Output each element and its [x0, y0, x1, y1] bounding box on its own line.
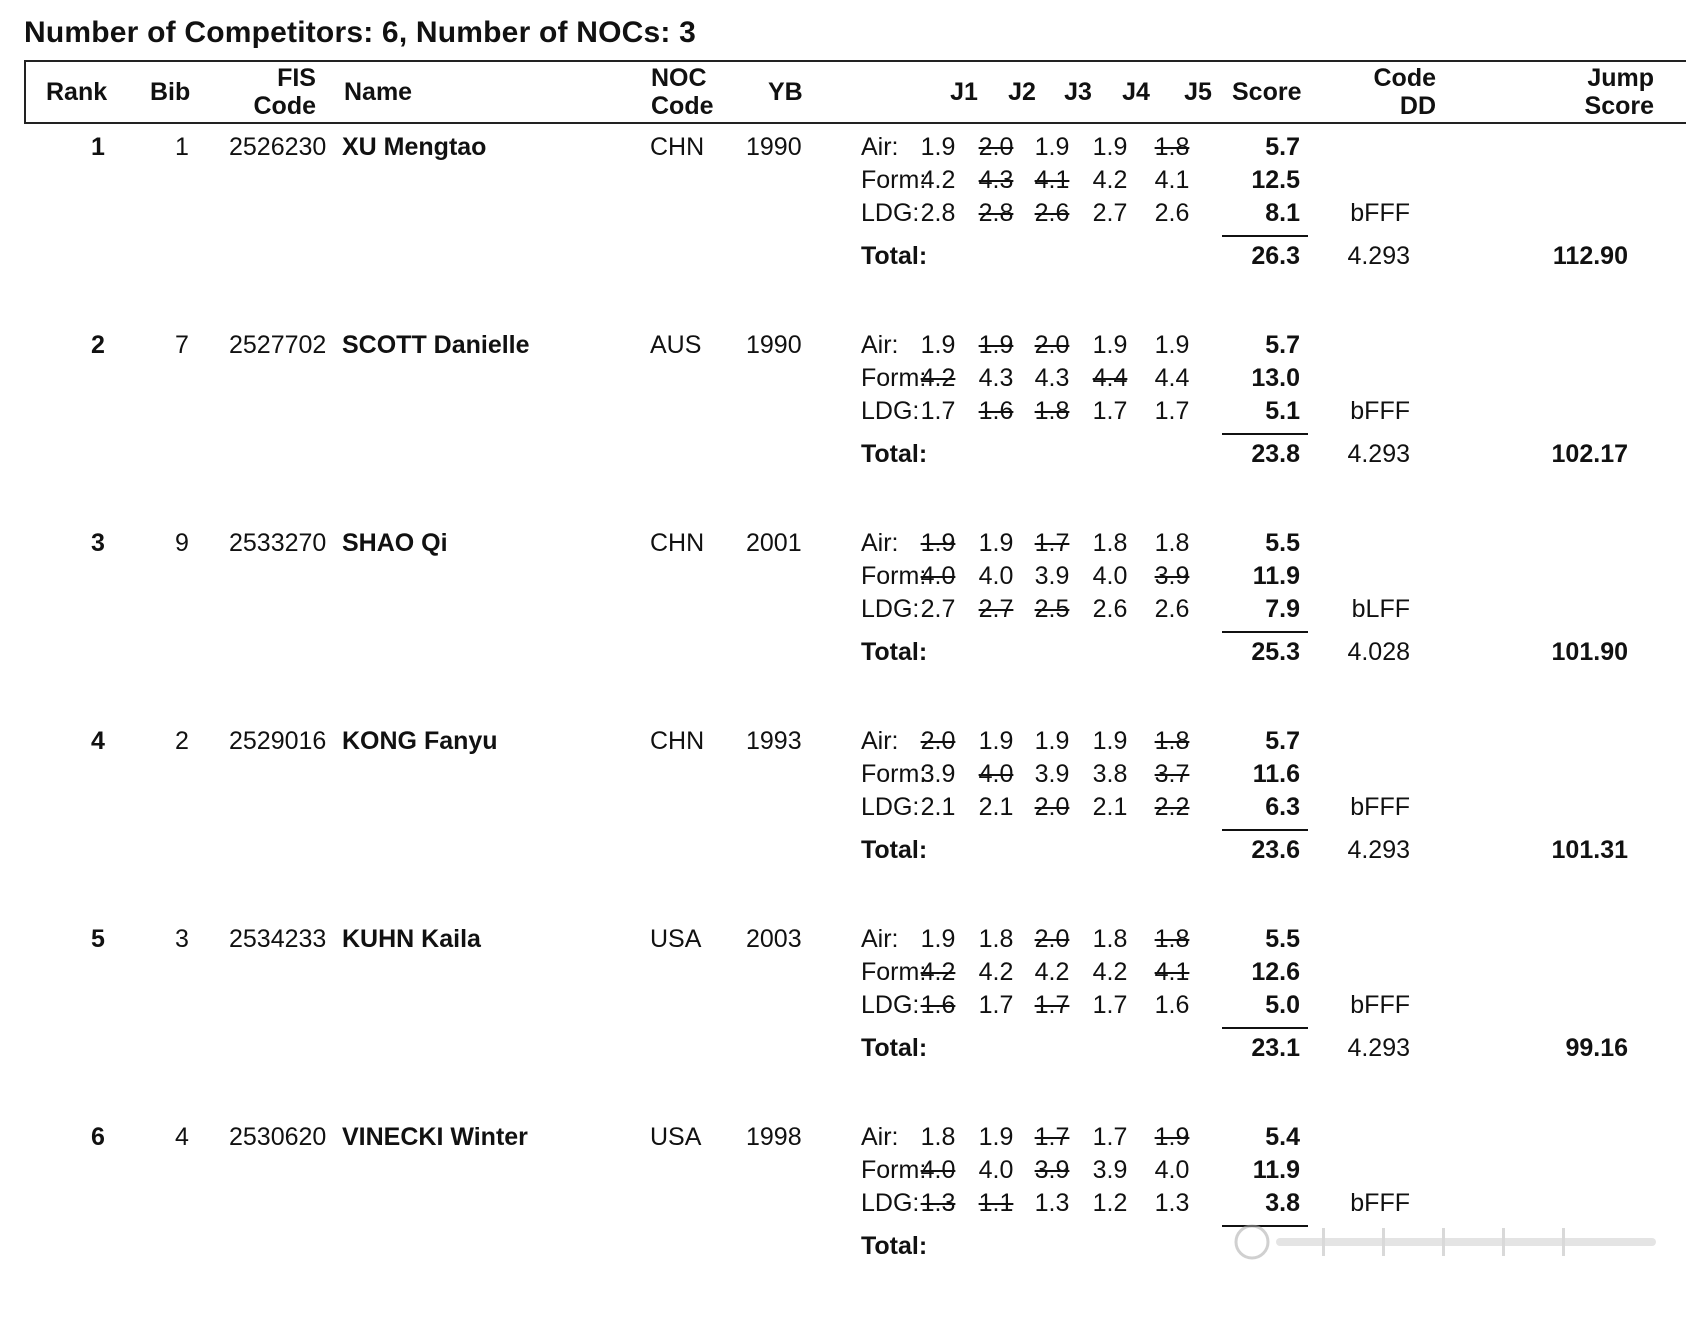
competitor-row	[0, 330, 1686, 528]
rank: 6	[91, 1123, 105, 1151]
header-name: Name	[344, 78, 413, 106]
total-label: Total:	[861, 242, 928, 270]
air-label: Air:	[861, 925, 899, 953]
header-bib: Bib	[150, 78, 191, 106]
judge-4-air-score: 1.8	[1092, 925, 1128, 953]
judge-2-air-score: 1.9	[978, 529, 1014, 557]
judge-3-air-score: 1.9	[1034, 133, 1070, 161]
judge-3-air-score: 1.9	[1034, 727, 1070, 755]
judge-2-air-score: 1.9	[978, 331, 1014, 359]
judge-4-ldg-score: 1.7	[1092, 991, 1128, 1019]
judge-3-ldg-score: 1.7	[1034, 991, 1070, 1019]
jump-code: bFFF	[1350, 1189, 1410, 1217]
form-score: 11.9	[1252, 1156, 1300, 1184]
form-score: 11.9	[1252, 562, 1300, 590]
athlete-name: SCOTT Danielle	[342, 331, 530, 359]
year-of-birth: 2001	[746, 529, 802, 557]
judge-5-ldg-score: 1.6	[1154, 991, 1190, 1019]
competitor-row	[0, 726, 1686, 924]
competitor-row	[0, 132, 1686, 330]
athlete-name: XU Mengtao	[342, 133, 487, 161]
header-fis-line2: Code	[253, 92, 316, 120]
header-code-line1: Code	[1373, 64, 1436, 92]
total-score: 23.8	[1251, 440, 1300, 468]
noc-code: USA	[650, 1123, 702, 1151]
judge-5-ldg-score: 1.3	[1154, 1189, 1190, 1217]
judge-3-air-score: 1.7	[1034, 529, 1070, 557]
air-label: Air:	[861, 529, 899, 557]
degree-of-difficulty: 4.028	[1347, 638, 1410, 666]
degree-of-difficulty: 4.293	[1347, 242, 1410, 270]
year-of-birth: 1993	[746, 727, 802, 755]
header-jump-line2: Score	[1584, 92, 1654, 120]
judge-3-form-score: 4.2	[1034, 958, 1070, 986]
air-score: 5.7	[1265, 727, 1300, 755]
judge-2-air-score: 1.8	[978, 925, 1014, 953]
judge-1-ldg-score: 1.7	[920, 397, 956, 425]
total-rule	[1222, 433, 1308, 435]
jump-code: bFFF	[1350, 397, 1410, 425]
judge-1-form-score: 4.2	[920, 166, 956, 194]
judge-1-form-score: 4.2	[920, 958, 956, 986]
judge-2-form-score: 4.0	[978, 760, 1014, 788]
header-noc-line2: Code	[651, 92, 714, 120]
air-label: Air:	[861, 1123, 899, 1151]
rank: 3	[91, 529, 105, 557]
judge-4-air-score: 1.9	[1092, 727, 1128, 755]
fis-code: 2530620	[229, 1123, 327, 1151]
bib: 3	[175, 925, 189, 953]
noc-code: CHN	[650, 529, 705, 557]
air-label: Air:	[861, 727, 899, 755]
judge-3-ldg-score: 2.6	[1034, 199, 1070, 227]
ldg-label: LDG:	[861, 595, 920, 623]
judge-3-ldg-score: 2.0	[1034, 793, 1070, 821]
judge-1-form-score: 4.0	[920, 562, 956, 590]
bib: 2	[175, 727, 189, 755]
form-score: 12.5	[1251, 166, 1300, 194]
judge-5-form-score: 4.1	[1154, 166, 1190, 194]
year-of-birth: 1998	[746, 1123, 802, 1151]
total-rule	[1222, 631, 1308, 633]
judge-1-air-score: 1.8	[920, 1123, 956, 1151]
air-score: 5.5	[1265, 529, 1300, 557]
air-label: Air:	[861, 133, 899, 161]
form-label: Form:	[861, 166, 927, 194]
judge-3-air-score: 1.7	[1034, 1123, 1070, 1151]
ldg-label: LDG:	[861, 1189, 920, 1217]
judge-5-ldg-score: 1.7	[1154, 397, 1190, 425]
fis-code: 2529016	[229, 727, 327, 755]
judge-4-air-score: 1.7	[1092, 1123, 1128, 1151]
judge-3-ldg-score: 2.5	[1034, 595, 1070, 623]
judge-4-form-score: 3.8	[1092, 760, 1128, 788]
judge-1-ldg-score: 1.3	[920, 1189, 956, 1217]
jump-score: 112.90	[1552, 242, 1628, 270]
bib: 4	[175, 1123, 189, 1151]
bib: 7	[175, 331, 189, 359]
air-score: 5.7	[1265, 331, 1300, 359]
ldg-label: LDG:	[861, 991, 920, 1019]
judge-4-form-score: 4.2	[1092, 958, 1128, 986]
judge-3-form-score: 3.9	[1034, 1156, 1070, 1184]
judge-4-ldg-score: 2.1	[1092, 793, 1128, 821]
header-j2: J2	[1008, 78, 1036, 106]
header-j3: J3	[1064, 78, 1092, 106]
judge-5-form-score: 4.4	[1154, 364, 1190, 392]
ldg-score: 8.1	[1265, 199, 1300, 227]
judge-5-air-score: 1.8	[1154, 133, 1190, 161]
total-score: 23.1	[1251, 1034, 1300, 1062]
judge-4-air-score: 1.8	[1092, 529, 1128, 557]
judge-3-form-score: 3.9	[1034, 760, 1070, 788]
jump-score: 99.16	[1565, 1034, 1628, 1062]
total-label: Total:	[861, 1034, 928, 1062]
watermark-logo	[1232, 1222, 1672, 1262]
competitor-row	[0, 924, 1686, 1122]
bib: 9	[175, 529, 189, 557]
form-label: Form:	[861, 958, 927, 986]
total-label: Total:	[861, 1232, 928, 1260]
judge-2-ldg-score: 1.1	[978, 1189, 1014, 1217]
judge-5-air-score: 1.9	[1154, 331, 1190, 359]
judge-2-ldg-score: 2.1	[978, 793, 1014, 821]
judge-1-air-score: 1.9	[920, 529, 956, 557]
air-score: 5.4	[1265, 1123, 1300, 1151]
judge-2-form-score: 4.3	[978, 166, 1014, 194]
judge-5-ldg-score: 2.2	[1154, 793, 1190, 821]
degree-of-difficulty: 4.293	[1347, 1034, 1410, 1062]
judge-1-ldg-score: 2.8	[920, 199, 956, 227]
judge-4-ldg-score: 1.2	[1092, 1189, 1128, 1217]
judge-5-form-score: 3.9	[1154, 562, 1190, 590]
header-dd-line2: DD	[1399, 92, 1436, 120]
judge-5-air-score: 1.8	[1154, 529, 1190, 557]
fis-code: 2534233	[229, 925, 327, 953]
judge-3-air-score: 2.0	[1034, 331, 1070, 359]
rank: 1	[91, 133, 105, 161]
noc-code: USA	[650, 925, 702, 953]
athlete-name: KONG Fanyu	[342, 727, 498, 755]
judge-2-ldg-score: 1.6	[978, 397, 1014, 425]
ldg-score: 5.0	[1265, 991, 1300, 1019]
header-j4: J4	[1122, 78, 1150, 106]
judge-1-form-score: 3.9	[920, 760, 956, 788]
competitor-row	[0, 1122, 1686, 1320]
total-score: 26.3	[1251, 242, 1300, 270]
header-fis-line1: FIS	[277, 64, 316, 92]
judge-5-ldg-score: 2.6	[1154, 199, 1190, 227]
judge-5-form-score: 4.0	[1154, 1156, 1190, 1184]
judge-5-air-score: 1.9	[1154, 1123, 1190, 1151]
judge-1-form-score: 4.2	[920, 364, 956, 392]
judge-5-form-score: 4.1	[1154, 958, 1190, 986]
total-score: 23.6	[1251, 836, 1300, 864]
judge-2-air-score: 1.9	[978, 727, 1014, 755]
rank: 5	[91, 925, 105, 953]
jump-score: 102.17	[1551, 440, 1628, 468]
judge-2-form-score: 4.2	[978, 958, 1014, 986]
judge-3-ldg-score: 1.3	[1034, 1189, 1070, 1217]
fis-code: 2533270	[229, 529, 327, 557]
judge-5-air-score: 1.8	[1154, 925, 1190, 953]
judge-2-ldg-score: 1.7	[978, 991, 1014, 1019]
judge-4-form-score: 4.0	[1092, 562, 1128, 590]
total-score: 25.3	[1251, 638, 1300, 666]
table-header	[24, 60, 1686, 124]
athlete-name: VINECKI Winter	[342, 1123, 528, 1151]
total-label: Total:	[861, 638, 928, 666]
header-score: Score	[1232, 78, 1302, 106]
header-jump-line1: Jump	[1587, 64, 1654, 92]
judge-2-ldg-score: 2.7	[978, 595, 1014, 623]
judge-2-air-score: 2.0	[978, 133, 1014, 161]
judge-2-form-score: 4.0	[978, 562, 1014, 590]
header-j5: J5	[1184, 78, 1212, 106]
judge-1-form-score: 4.0	[920, 1156, 956, 1184]
bib: 1	[175, 133, 189, 161]
judge-1-ldg-score: 2.1	[920, 793, 956, 821]
form-score: 13.0	[1251, 364, 1300, 392]
form-label: Form:	[861, 1156, 927, 1184]
year-of-birth: 1990	[746, 331, 802, 359]
noc-code: CHN	[650, 133, 705, 161]
judge-5-form-score: 3.7	[1154, 760, 1190, 788]
total-rule	[1222, 235, 1308, 237]
total-rule	[1222, 1027, 1308, 1029]
header-noc-line1: NOC	[651, 64, 707, 92]
judge-5-air-score: 1.8	[1154, 727, 1190, 755]
header-j1: J1	[950, 78, 978, 106]
year-of-birth: 2003	[746, 925, 802, 953]
judge-3-form-score: 4.1	[1034, 166, 1070, 194]
judge-4-form-score: 4.2	[1092, 166, 1128, 194]
degree-of-difficulty: 4.293	[1347, 836, 1410, 864]
judge-5-ldg-score: 2.6	[1154, 595, 1190, 623]
form-score: 12.6	[1251, 958, 1300, 986]
judge-4-form-score: 3.9	[1092, 1156, 1128, 1184]
competitor-row	[0, 528, 1686, 726]
judge-2-form-score: 4.3	[978, 364, 1014, 392]
judge-4-form-score: 4.4	[1092, 364, 1128, 392]
ldg-label: LDG:	[861, 397, 920, 425]
form-label: Form:	[861, 562, 927, 590]
jump-code: bLFF	[1351, 595, 1410, 623]
jump-score: 101.31	[1551, 836, 1628, 864]
jump-code: bFFF	[1350, 793, 1410, 821]
air-score: 5.7	[1265, 133, 1300, 161]
header-rank: Rank	[46, 78, 108, 106]
degree-of-difficulty: 4.293	[1347, 440, 1410, 468]
noc-code: CHN	[650, 727, 705, 755]
rank: 4	[91, 727, 105, 755]
judge-1-air-score: 1.9	[920, 925, 956, 953]
judge-3-form-score: 3.9	[1034, 562, 1070, 590]
judge-2-air-score: 1.9	[978, 1123, 1014, 1151]
athlete-name: KUHN Kaila	[342, 925, 481, 953]
form-label: Form:	[861, 760, 927, 788]
air-label: Air:	[861, 331, 899, 359]
ldg-score: 3.8	[1265, 1189, 1300, 1217]
noc-code: AUS	[650, 331, 702, 359]
ldg-score: 5.1	[1265, 397, 1300, 425]
rank: 2	[91, 331, 105, 359]
form-label: Form:	[861, 364, 927, 392]
total-rule	[1222, 829, 1308, 831]
judge-2-form-score: 4.0	[978, 1156, 1014, 1184]
judge-1-air-score: 1.9	[920, 331, 956, 359]
judge-3-form-score: 4.3	[1034, 364, 1070, 392]
header-yb: YB	[768, 78, 803, 106]
judge-1-ldg-score: 1.6	[920, 991, 956, 1019]
air-score: 5.5	[1265, 925, 1300, 953]
year-of-birth: 1990	[746, 133, 802, 161]
summary-heading: Number of Competitors: 6, Number of NOCs: 3	[24, 16, 696, 49]
fis-code: 2526230	[229, 133, 327, 161]
judge-4-air-score: 1.9	[1092, 331, 1128, 359]
form-score: 11.6	[1252, 760, 1300, 788]
judge-4-air-score: 1.9	[1092, 133, 1128, 161]
total-label: Total:	[861, 836, 928, 864]
judge-1-air-score: 2.0	[920, 727, 956, 755]
judge-1-ldg-score: 2.7	[920, 595, 956, 623]
judge-2-ldg-score: 2.8	[978, 199, 1014, 227]
jump-code: bFFF	[1350, 199, 1410, 227]
judge-4-ldg-score: 2.7	[1092, 199, 1128, 227]
athlete-name: SHAO Qi	[342, 529, 448, 557]
judge-4-ldg-score: 1.7	[1092, 397, 1128, 425]
jump-score: 101.90	[1551, 638, 1628, 666]
ldg-score: 6.3	[1265, 793, 1300, 821]
jump-code: bFFF	[1350, 991, 1410, 1019]
ldg-label: LDG:	[861, 793, 920, 821]
judge-4-ldg-score: 2.6	[1092, 595, 1128, 623]
judge-1-air-score: 1.9	[920, 133, 956, 161]
judge-3-air-score: 2.0	[1034, 925, 1070, 953]
fis-code: 2527702	[229, 331, 327, 359]
judge-3-ldg-score: 1.8	[1034, 397, 1070, 425]
total-label: Total:	[861, 440, 928, 468]
ldg-label: LDG:	[861, 199, 920, 227]
ldg-score: 7.9	[1265, 595, 1300, 623]
